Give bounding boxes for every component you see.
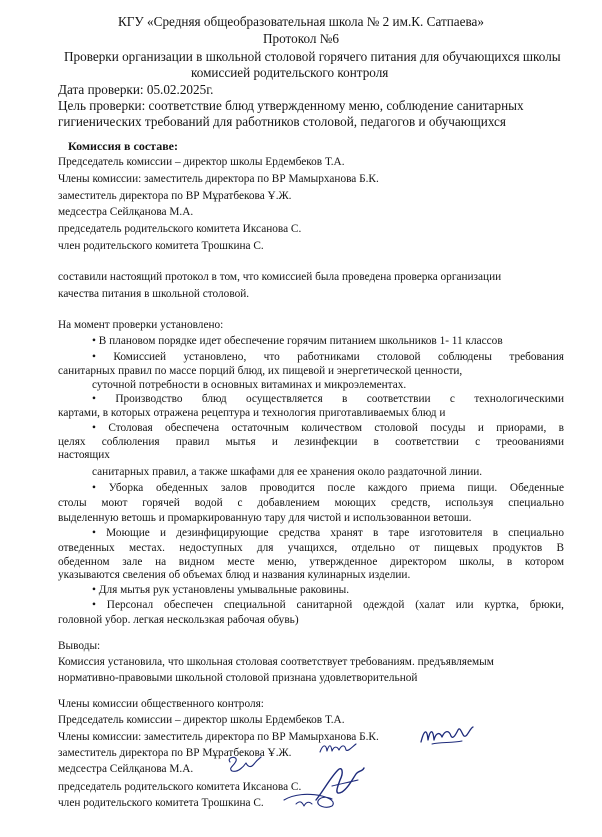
finding-line: • Для мытья рук установлены умывальные раковины. <box>92 584 350 596</box>
finding-line: указываются свеления об объемах блюд и названия кулинарных изделии. <box>58 569 411 581</box>
finding-line: настоящих <box>58 449 110 461</box>
handwritten-signature-seilkanova <box>224 753 264 775</box>
inspection-date: Дата проверки: 05.02.2025г. <box>58 82 214 97</box>
finding-line: санитарных правил, а также шкафами для ее хранения около раздаточной линии. <box>92 466 483 478</box>
signature-line: медсестра Сейлқанова М.А. <box>58 763 194 775</box>
finding-line: столы моют горячей водой с добавлением моющих средств, используя специально <box>58 497 564 509</box>
protocol-subject-line-2: комиссией родительского контроля <box>191 65 389 80</box>
conclusions-heading: Выводы: <box>58 640 101 652</box>
findings-heading: На момент проверки установлено: <box>58 319 224 331</box>
signatures-heading: Члены комиссии общественного контроля: <box>58 698 264 710</box>
signature-line: Члены комиссии: заместитель директора по ВР Мамырханова Б.К. <box>58 731 379 743</box>
statement-line-1: составили настоящий протокол в том, что комиссией была проведена проверка организации <box>58 271 502 283</box>
commission-heading: Комиссия в составе: <box>68 139 178 153</box>
finding-line: • Столовая обеспечена остаточным количеством столовой посуды и приорами, в <box>92 422 564 434</box>
protocol-subject-line-1: Проверки организации в школьной столовой горячего питания для обучающихся школы <box>64 49 561 64</box>
finding-line: • Уборка обеденных залов проводится после каждого приема пищи. Обеденные <box>92 482 564 494</box>
finding-line: суточной потребности в основных витаминах и микроэлементах. <box>92 379 407 391</box>
commission-member: Председатель комиссии – директор школы Ердембеков Т.А. <box>58 156 345 168</box>
signature-line: Председатель комиссии – директор школы Ердембеков Т.А. <box>58 714 345 726</box>
finding-line: отведенных местах. недоступных для учащихся, отдельно от пищевых продуктов В <box>58 542 564 554</box>
finding-line: санитарных правил по массе порций блюд, их пищевой и энергетической ценности, <box>58 365 463 377</box>
signature-line: заместитель директора по ВР Мұратбекова Ұ.Ж. <box>58 747 292 759</box>
finding-line: • Комиссией установлено, что работниками столовой соблюдены требования <box>92 351 564 363</box>
finding-line: головной убор. легкая нескользкая рабочая обувь) <box>58 614 299 626</box>
finding-line: выделенную ветошь и промаркированную тару для чистой и использованнои ветоши. <box>58 512 472 524</box>
handwritten-signature-troshkina <box>282 788 342 812</box>
commission-member: Члены комиссии: заместитель директора по ВР Мамырханова Б.К. <box>58 173 379 185</box>
finding-line: • Моющие и дезинфицирующие средства хранят в таре изготовителя в специально <box>92 527 564 539</box>
school-title: КГУ «Средняя общеобразовательная школа № 2 им.К. Сатпаева» <box>118 14 484 29</box>
conclusions-line-1: Комиссия установила, что школьная столовая соответствует требованиям. предъявляемым <box>58 656 494 668</box>
protocol-number: Протокол №6 <box>263 31 339 46</box>
commission-member: председатель родительского комитета Иксанова С. <box>58 223 302 235</box>
inspection-goal-line-2: гигиенических требований для работников столовой, педагогов и обучающихся <box>58 114 506 129</box>
signature-line: председатель родительского комитета Иксанова С. <box>58 781 302 793</box>
conclusions-line-2: нормативно-правовыми школьной столовой признана удовлетворительной <box>58 672 418 684</box>
handwritten-signature-mamyrkhanova <box>418 722 476 748</box>
finding-line: картами, в которых отражена рецептура и технология приготавливаемых блюд и <box>58 407 446 419</box>
finding-line: • Производство блюд осуществляется в соответствии с технологическими <box>92 393 564 405</box>
statement-line-2: качества питания в школьной столовой. <box>58 288 250 300</box>
finding-line: целях соблюления правил мытья и лезинфекции в соответствии с треоованиями <box>58 436 564 448</box>
handwritten-signature-muratbekova <box>318 738 360 758</box>
commission-member: член родительского комитета Трошкина С. <box>58 240 264 252</box>
finding-line: обеденном зале на видном месте меню, утвержденное директором школы, в котором <box>58 556 564 568</box>
commission-member: медсестра Сейлқанова М.А. <box>58 206 194 218</box>
signature-line: член родительского комитета Трошкина С. <box>58 797 264 809</box>
commission-member: заместитель директора по ВР Мұратбекова Ұ.Ж. <box>58 190 292 202</box>
finding-line: • В плановом порядке идет обеспечение горячим питанием школьников 1- 11 классов <box>92 335 503 347</box>
inspection-goal-line-1: Цель проверки: соответствие блюд утвержденному меню, соблюдение санитарных <box>58 98 524 113</box>
finding-line: • Персонал обеспечен специальной санитарной одеждой (халат или куртка, брюки, <box>92 599 564 611</box>
